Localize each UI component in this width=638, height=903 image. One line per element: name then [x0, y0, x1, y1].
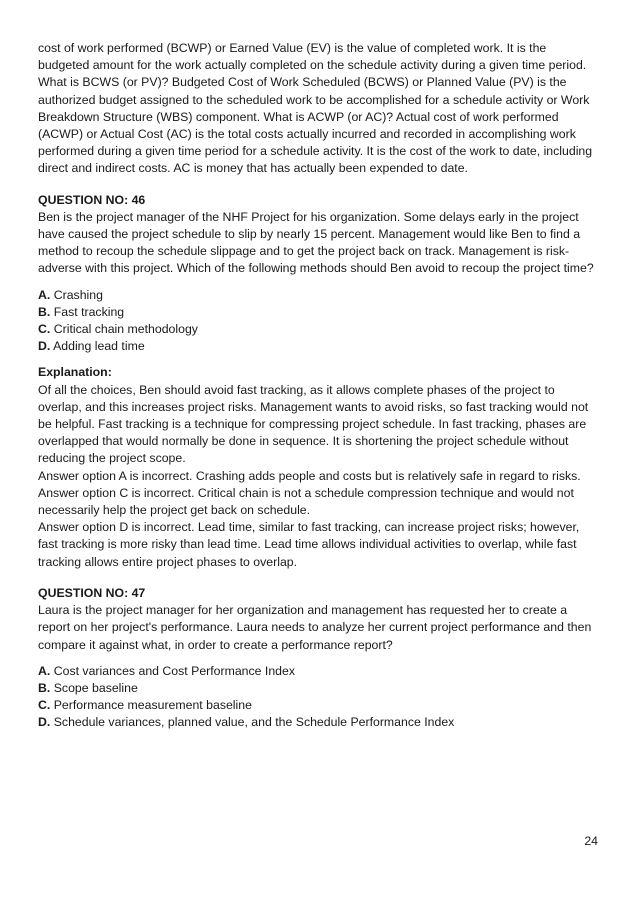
option-text: Schedule variances, planned value, and the Schedule Performance Index: [53, 715, 455, 730]
option-text: Performance measurement baseline: [53, 698, 252, 713]
question-46-heading: QUESTION NO: 46: [38, 192, 146, 207]
option-letter: D.: [38, 339, 51, 354]
option-text: Cost variances and Cost Performance Index: [53, 663, 296, 678]
option-letter: A.: [38, 287, 51, 302]
question-46-options: [38, 287, 600, 356]
option-c: [38, 697, 600, 714]
explanation-paragraph: Of all the choices, Ben should avoid fast tracking, as it allows complete phases of the project to overlap, and this increases project risks. Management wants to avoid risks, so fast tracking would not be helpful. Fast tracking is a technique for compressing project schedule. In fast tracking, phases are overlapped that would normally be done in sequence. It is shortening the project schedule without reducing the project scope.: [38, 382, 589, 466]
question-46-explanation: [38, 364, 600, 570]
option-d: [38, 714, 600, 731]
page-number: 24: [584, 834, 598, 848]
intro-paragraph: cost of work performed (BCWP) or Earned Value (EV) is the value of completed work. It is the budgeted amount for the work actually completed on the schedule activity during a given time period. What is BCWS (or PV)? Budgeted Cost of Work Scheduled (BCWS) or Planned Value (PV) is the authorized budget assigned to the scheduled work to be accomplished for a schedule activity or Work Breakdown Structure (WBS) component. What is ACWP (or AC)? Actual cost of work performed (ACWP) or Actual Cost (AC) is the total costs actually incurred and recorded in accomplishing work performed during a given time period for a schedule activity. It is the cost of the work to date, including direct and indirect costs. AC is money that has actually been expended to date.: [38, 41, 593, 176]
option-b: [38, 304, 600, 321]
option-letter: A.: [38, 663, 51, 678]
question-47: [38, 585, 600, 732]
option-letter: C.: [38, 698, 51, 713]
explanation-paragraph: Answer option D is incorrect. Lead time, similar to fast tracking, can increase project risks; however, fast tracking is more risky than lead time. Lead time allows individual activities to overlap, while fast tracking allows entire project phases to overlap.: [38, 520, 580, 569]
question-47-text: Laura is the project manager for her organization and management has requested her to create a report on her project's performance. Laura needs to analyze her current project performance and then compare it against what, in order to create a performance report?: [38, 603, 592, 652]
question-46: [38, 192, 600, 571]
explanation-paragraph: Answer option A is incorrect. Crashing adds people and costs but is relatively safe in regard to risks.: [38, 468, 581, 483]
option-b: [38, 680, 600, 697]
option-text: Fast tracking: [53, 304, 125, 319]
option-letter: B.: [38, 304, 51, 319]
option-text: Crashing: [53, 287, 103, 302]
option-c: [38, 321, 600, 338]
option-letter: D.: [38, 715, 51, 730]
question-46-text: Ben is the project manager of the NHF Project for his organization. Some delays early in the project have caused the project schedule to slip by nearly 15 percent. Management would like Ben to find a method to recoup the schedule slippage and to get the project back on track. Management is risk-adverse with this project. Which of the following methods should Ben avoid to recoup the project time?: [38, 209, 594, 276]
option-d: [38, 338, 600, 355]
question-47-options: [38, 663, 600, 732]
option-text: Adding lead time: [53, 339, 145, 354]
explanation-heading: Explanation:: [38, 365, 112, 380]
option-letter: C.: [38, 322, 51, 337]
option-a: [38, 663, 600, 680]
option-a: [38, 287, 600, 304]
option-text: Scope baseline: [53, 680, 138, 695]
option-letter: B.: [38, 680, 51, 695]
question-47-heading: QUESTION NO: 47: [38, 585, 146, 600]
option-text: Critical chain methodology: [53, 322, 198, 337]
explanation-paragraph: Answer option C is incorrect. Critical chain is not a schedule compression technique and would not necessarily help the project get back on schedule.: [38, 485, 574, 518]
